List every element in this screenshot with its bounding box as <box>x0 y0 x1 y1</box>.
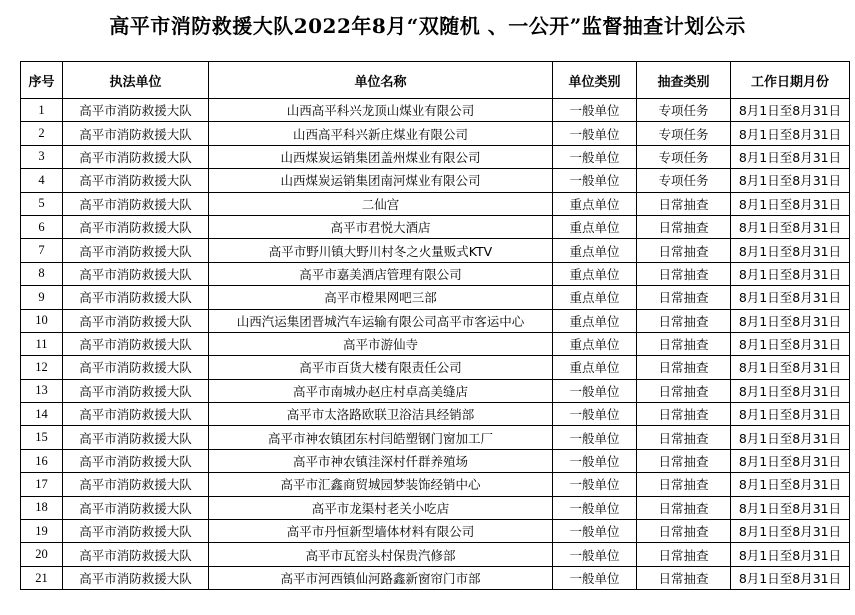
cell-work-period: 8月1日至8月31日 <box>731 543 850 566</box>
inspection-plan-table <box>20 61 850 590</box>
cell-work-period: 8月1日至8月31日 <box>731 169 850 192</box>
cell-unit-category: 一般单位 <box>553 122 637 145</box>
cell-check-type: 日常抽查 <box>637 192 731 215</box>
cell-check-type: 日常抽查 <box>637 286 731 309</box>
table-header <box>21 62 850 99</box>
cell-agency: 高平市消防救援大队 <box>63 426 209 449</box>
cell-agency: 高平市消防救援大队 <box>63 99 209 122</box>
cell-seq: 10 <box>21 309 63 332</box>
cell-work-period: 8月1日至8月31日 <box>731 286 850 309</box>
cell-seq: 18 <box>21 496 63 519</box>
cell-unit-category: 一般单位 <box>553 379 637 402</box>
cell-unit-category: 一般单位 <box>553 403 637 426</box>
cell-unit-name: 高平市橙果网吧三部 <box>209 286 553 309</box>
cell-work-period: 8月1日至8月31日 <box>731 473 850 496</box>
cell-unit-category: 一般单位 <box>553 99 637 122</box>
cell-check-type: 日常抽查 <box>637 332 731 355</box>
table-row <box>21 496 850 519</box>
cell-agency: 高平市消防救援大队 <box>63 332 209 355</box>
cell-agency: 高平市消防救援大队 <box>63 356 209 379</box>
header-row <box>21 62 850 99</box>
table-row <box>21 239 850 262</box>
cell-unit-category: 重点单位 <box>553 286 637 309</box>
cell-check-type: 专项任务 <box>637 169 731 192</box>
cell-unit-category: 重点单位 <box>553 192 637 215</box>
cell-agency: 高平市消防救援大队 <box>63 473 209 496</box>
cell-unit-category: 一般单位 <box>553 520 637 543</box>
table-row <box>21 473 850 496</box>
cell-check-type: 日常抽查 <box>637 239 731 262</box>
cell-agency: 高平市消防救援大队 <box>63 379 209 402</box>
table-row <box>21 332 850 355</box>
table-row <box>21 192 850 215</box>
cell-agency: 高平市消防救援大队 <box>63 239 209 262</box>
table-row <box>21 309 850 332</box>
cell-seq: 14 <box>21 403 63 426</box>
cell-unit-category: 一般单位 <box>553 566 637 589</box>
cell-check-type: 日常抽查 <box>637 543 731 566</box>
cell-unit-name: 高平市太洛路欧联卫浴洁具经销部 <box>209 403 553 426</box>
table-row <box>21 145 850 168</box>
table-row <box>21 379 850 402</box>
cell-work-period: 8月1日至8月31日 <box>731 379 850 402</box>
cell-seq: 4 <box>21 169 63 192</box>
cell-work-period: 8月1日至8月31日 <box>731 566 850 589</box>
cell-seq: 15 <box>21 426 63 449</box>
cell-work-period: 8月1日至8月31日 <box>731 356 850 379</box>
cell-unit-name: 山西高平科兴新庄煤业有限公司 <box>209 122 553 145</box>
table-row <box>21 566 850 589</box>
cell-unit-name: 高平市百货大楼有限责任公司 <box>209 356 553 379</box>
cell-unit-name: 高平市嘉美酒店管理有限公司 <box>209 262 553 285</box>
cell-unit-category: 重点单位 <box>553 239 637 262</box>
cell-seq: 20 <box>21 543 63 566</box>
cell-work-period: 8月1日至8月31日 <box>731 520 850 543</box>
table-row <box>21 122 850 145</box>
cell-unit-category: 重点单位 <box>553 262 637 285</box>
cell-unit-category: 一般单位 <box>553 496 637 519</box>
cell-check-type: 日常抽查 <box>637 379 731 402</box>
header-unit-category: 单位类别 <box>553 62 637 99</box>
cell-unit-name: 高平市丹恒新型墙体材料有限公司 <box>209 520 553 543</box>
cell-work-period: 8月1日至8月31日 <box>731 332 850 355</box>
cell-unit-category: 重点单位 <box>553 309 637 332</box>
header-check-type: 抽查类别 <box>637 62 731 99</box>
cell-agency: 高平市消防救援大队 <box>63 566 209 589</box>
header-unit-name: 单位名称 <box>209 62 553 99</box>
cell-seq: 8 <box>21 262 63 285</box>
cell-work-period: 8月1日至8月31日 <box>731 403 850 426</box>
cell-seq: 17 <box>21 473 63 496</box>
cell-agency: 高平市消防救援大队 <box>63 122 209 145</box>
cell-unit-category: 一般单位 <box>553 145 637 168</box>
table-row <box>21 169 850 192</box>
cell-seq: 7 <box>21 239 63 262</box>
cell-check-type: 日常抽查 <box>637 215 731 238</box>
cell-seq: 9 <box>21 286 63 309</box>
cell-seq: 19 <box>21 520 63 543</box>
table-row <box>21 520 850 543</box>
cell-agency: 高平市消防救援大队 <box>63 496 209 519</box>
cell-unit-name: 高平市汇鑫商贸城园梦装饰经销中心 <box>209 473 553 496</box>
cell-check-type: 日常抽查 <box>637 426 731 449</box>
header-agency: 执法单位 <box>63 62 209 99</box>
cell-check-type: 日常抽查 <box>637 262 731 285</box>
cell-work-period: 8月1日至8月31日 <box>731 426 850 449</box>
cell-seq: 1 <box>21 99 63 122</box>
cell-work-period: 8月1日至8月31日 <box>731 215 850 238</box>
cell-seq: 13 <box>21 379 63 402</box>
table-row <box>21 215 850 238</box>
table-row <box>21 356 850 379</box>
cell-unit-name: 高平市君悦大酒店 <box>209 215 553 238</box>
page-title: 高平市消防救援大队2022年8月“双随机 、一公开”监督抽查计划公示 <box>109 14 746 38</box>
cell-check-type: 专项任务 <box>637 145 731 168</box>
cell-agency: 高平市消防救援大队 <box>63 145 209 168</box>
cell-seq: 6 <box>21 215 63 238</box>
cell-seq: 12 <box>21 356 63 379</box>
cell-seq: 5 <box>21 192 63 215</box>
cell-unit-name: 山西高平科兴龙顶山煤业有限公司 <box>209 99 553 122</box>
cell-unit-name: 高平市神农镇洼深村仟群养殖场 <box>209 449 553 472</box>
cell-check-type: 日常抽查 <box>637 520 731 543</box>
cell-unit-category: 一般单位 <box>553 473 637 496</box>
cell-check-type: 专项任务 <box>637 99 731 122</box>
cell-agency: 高平市消防救援大队 <box>63 309 209 332</box>
table-row <box>21 286 850 309</box>
header-work-period: 工作日期月份 <box>731 62 850 99</box>
cell-check-type: 专项任务 <box>637 122 731 145</box>
cell-unit-name: 二仙宫 <box>209 192 553 215</box>
cell-unit-name: 高平市游仙寺 <box>209 332 553 355</box>
cell-unit-name: 高平市南城办赵庄村卓高美缝店 <box>209 379 553 402</box>
cell-seq: 3 <box>21 145 63 168</box>
cell-seq: 2 <box>21 122 63 145</box>
table-row <box>21 543 850 566</box>
cell-unit-category: 重点单位 <box>553 332 637 355</box>
cell-check-type: 日常抽查 <box>637 449 731 472</box>
cell-unit-name: 山西煤炭运销集团南河煤业有限公司 <box>209 169 553 192</box>
header-seq: 序号 <box>21 62 63 99</box>
cell-unit-name: 高平市神农镇团东村闫皓塑钢门窗加工厂 <box>209 426 553 449</box>
cell-unit-name: 山西汽运集团晋城汽车运输有限公司高平市客运中心 <box>209 309 553 332</box>
cell-unit-category: 一般单位 <box>553 169 637 192</box>
cell-check-type: 日常抽查 <box>637 356 731 379</box>
cell-work-period: 8月1日至8月31日 <box>731 496 850 519</box>
cell-agency: 高平市消防救援大队 <box>63 215 209 238</box>
cell-agency: 高平市消防救援大队 <box>63 169 209 192</box>
cell-check-type: 日常抽查 <box>637 473 731 496</box>
cell-seq: 11 <box>21 332 63 355</box>
cell-work-period: 8月1日至8月31日 <box>731 239 850 262</box>
table-row <box>21 426 850 449</box>
table-row <box>21 403 850 426</box>
cell-agency: 高平市消防救援大队 <box>63 262 209 285</box>
cell-seq: 16 <box>21 449 63 472</box>
cell-unit-category: 重点单位 <box>553 215 637 238</box>
cell-unit-category: 重点单位 <box>553 356 637 379</box>
cell-agency: 高平市消防救援大队 <box>63 520 209 543</box>
cell-work-period: 8月1日至8月31日 <box>731 122 850 145</box>
table-row <box>21 449 850 472</box>
cell-unit-name: 高平市河西镇仙河路鑫新窗帘门市部 <box>209 566 553 589</box>
cell-check-type: 日常抽查 <box>637 566 731 589</box>
cell-unit-category: 一般单位 <box>553 426 637 449</box>
table-row <box>21 99 850 122</box>
cell-work-period: 8月1日至8月31日 <box>731 192 850 215</box>
cell-work-period: 8月1日至8月31日 <box>731 99 850 122</box>
cell-agency: 高平市消防救援大队 <box>63 543 209 566</box>
cell-check-type: 日常抽查 <box>637 496 731 519</box>
cell-agency: 高平市消防救援大队 <box>63 449 209 472</box>
cell-unit-name: 高平市瓦窑头村保贵汽修部 <box>209 543 553 566</box>
cell-unit-name: 高平市野川镇大野川村冬之火量贩式KTV <box>209 239 553 262</box>
cell-unit-category: 一般单位 <box>553 449 637 472</box>
cell-work-period: 8月1日至8月31日 <box>731 309 850 332</box>
cell-agency: 高平市消防救援大队 <box>63 403 209 426</box>
table-body <box>21 99 850 590</box>
cell-agency: 高平市消防救援大队 <box>63 192 209 215</box>
cell-check-type: 日常抽查 <box>637 403 731 426</box>
cell-check-type: 日常抽查 <box>637 309 731 332</box>
cell-agency: 高平市消防救援大队 <box>63 286 209 309</box>
cell-work-period: 8月1日至8月31日 <box>731 145 850 168</box>
cell-seq: 21 <box>21 566 63 589</box>
table-row <box>21 262 850 285</box>
cell-unit-category: 一般单位 <box>553 543 637 566</box>
cell-unit-name: 高平市龙渠村老关小吃店 <box>209 496 553 519</box>
cell-work-period: 8月1日至8月31日 <box>731 449 850 472</box>
cell-work-period: 8月1日至8月31日 <box>731 262 850 285</box>
cell-unit-name: 山西煤炭运销集团盖州煤业有限公司 <box>209 145 553 168</box>
